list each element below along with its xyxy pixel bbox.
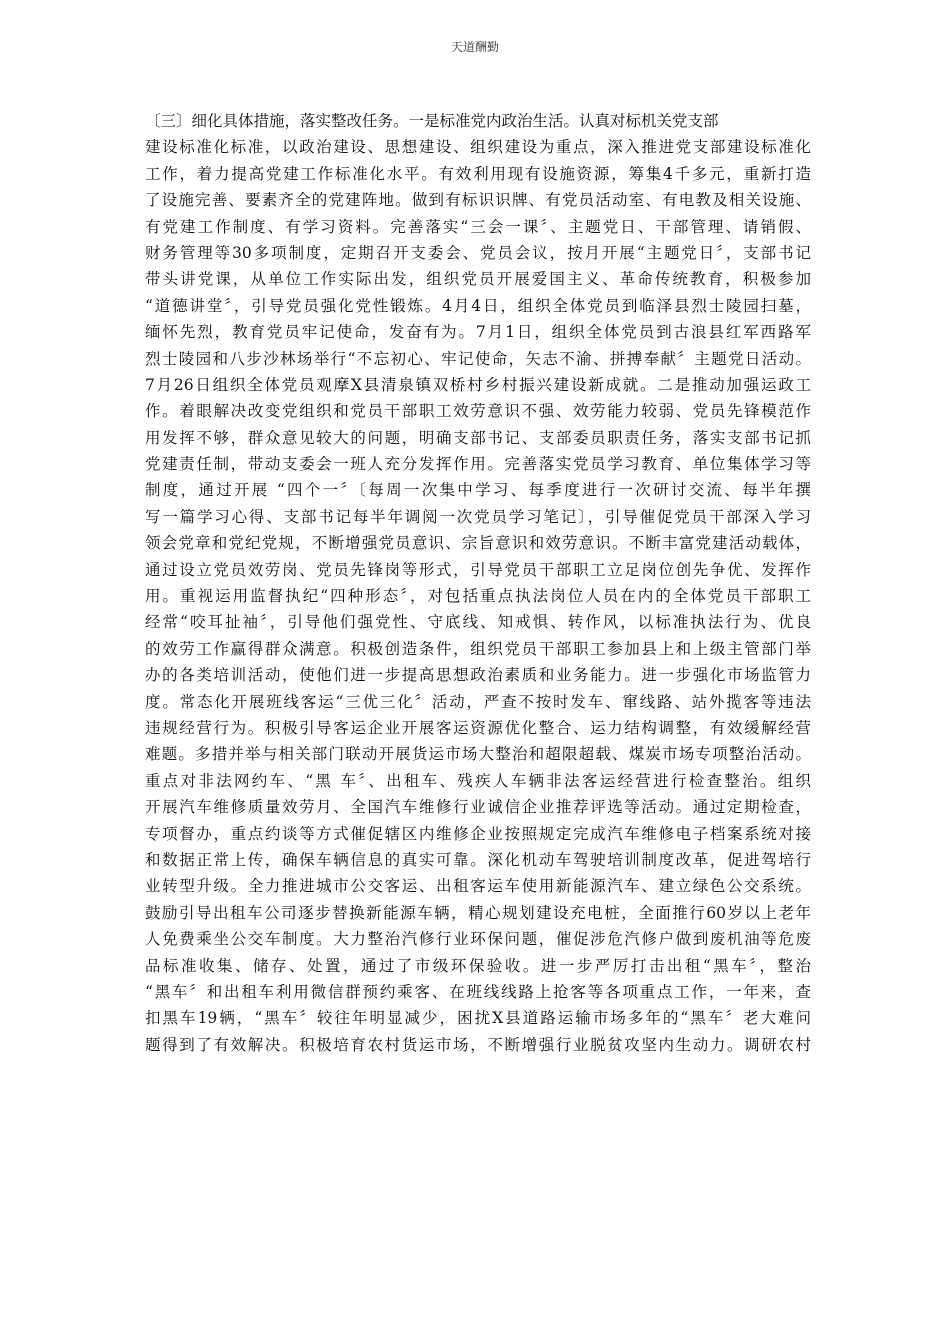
paragraph-line: 开展汽车维修质量效劳月、全国汽车维修行业诚信企业推荐评选等活动。通过定期检查， (145, 798, 811, 817)
paragraph-line: 作。着眼解决改变党组织和党员干部职工效劳意识不强、效劳能力较弱、党员先锋模范作 (145, 402, 811, 421)
paragraph-line: “道德讲堂〞，引导党员强化党性锻炼。4月4日，组织全体党员到临泽县烈士陵园扫墓， (145, 296, 811, 315)
paragraph-line: 鼓励引导出租车公司逐步替换新能源车辆，精心规划建设充电桩，全面推行60岁以上老年 (145, 903, 811, 922)
paragraph-line: 制度，通过开展 “四个一〞〔每周一次集中学习、每季度进行一次研讨交流、每半年撰 (145, 481, 811, 500)
paragraph-line: 用发挥不够，群众意见较大的问题，明确支部书记、支部委员职责任务，落实支部书记抓 (145, 428, 811, 447)
paragraph-line: 建设标准化标准，以政治建设、思想建设、组织建设为重点，深入推进党支部建设标准化 (145, 138, 811, 157)
paragraph-line: 有党建工作制度、有学习资料。完善落实“三会一课〞、主题党日、干部管理、请销假、 (145, 217, 811, 236)
paragraph-line: 的效劳工作赢得群众满意。积极创造条件，组织党员干部职工参加县上和上级主管部门举 (145, 639, 811, 658)
paragraph-line: 度。常态化开展班线客运“三优三化〞活动，严查不按时发车、窜线路、站外揽客等违法 (145, 692, 811, 711)
paragraph-line: 用。重视运用监督执纪“四种形态〞，对包括重点执法岗位人员在内的全体党员干部职工 (145, 587, 811, 606)
paragraph-line: 品标准收集、储存、处置，通过了市级环保验收。进一步严厉打击出租“黑车〞，整治 (145, 956, 811, 975)
paragraph-line: 违规经营行为。积极引导客运企业开展客运资源优化整合、运力结构调整，有效缓解经营 (145, 718, 811, 737)
paragraph-line: 扣黑车19辆，“黑车〞较往年明显减少，困扰X县道路运输市场多年的“黑车〞老大难问 (145, 1009, 811, 1028)
paragraph-line: 人免费乘坐公交车制度。大力整治汽修行业环保问题，催促涉危汽修户做到废机油等危废 (145, 930, 811, 949)
paragraph-line: 工作，着力提高党建工作标准化水平。有效利用现有设施资源，筹集4千多元，重新打造 (145, 164, 811, 183)
paragraph-line: 7月26日组织全体党员观摩X县清泉镇双桥村乡村振兴建设新成就。二是推动加强运政工 (145, 375, 811, 394)
paragraph-line: 经常“咬耳扯袖〞，引导他们强党性、守底线、知戒惧、转作风，以标准执法行为、优良 (145, 613, 811, 632)
page-header: 天道酬勤 (450, 40, 499, 54)
paragraph-line: 领会党章和党纪党规，不断增强党员意识、宗旨意识和效劳意识。不断丰富党建活动载体， (145, 534, 811, 553)
paragraph-line: 通过设立党员效劳岗、党员先锋岗等形式，引导党员干部职工立足岗位创先争优、发挥作 (145, 560, 811, 579)
paragraph-line: 和数据正常上传，确保车辆信息的真实可靠。深化机动车驾驶培训制度改革，促进驾培行 (145, 850, 811, 869)
paragraph-line: 写一篇学习心得、支部书记每半年调阅一次党员学习笔记〕，引导催促党员干部深入学习 (145, 507, 811, 526)
paragraph-line: 带头讲党课，从单位工作实际出发，组织党员开展爱国主义、革命传统教育，积极参加 (145, 270, 811, 289)
paragraph-line: 财务管理等30多项制度，定期召开支委会、党员会议，按月开展“主题党日〞，支部书记 (145, 243, 811, 262)
paragraph-line: “黑车〞和出租车利用微信群预约乘客、在班线线路上抢客等各项重点工作，一年来，查 (145, 982, 811, 1001)
paragraph-line: 业转型升级。全力推进城市公交客运、出租客运车使用新能源汽车、建立绿色公交系统。 (145, 877, 811, 896)
paragraph-line: 烈士陵园和八步沙林场举行“不忘初心、牢记使命，矢志不渝、拼搏奉献〞主题党日活动。 (145, 349, 811, 368)
paragraph-line: 了设施完善、要素齐全的党建阵地。做到有标识识牌、有党员活动室、有电教及相关设施、 (145, 191, 811, 210)
paragraph-line: 重点对非法网约车、“黑 车〞、出租车、残疾人车辆非法客运经营进行检查整治。组织 (145, 771, 811, 790)
paragraph-line: 〔三〕细化具体措施，落实整改任务。一是标准党内政治生活。认真对标机关党支部 (145, 112, 719, 130)
paragraph-line: 缅怀先烈，教育党员牢记使命，发奋有为。7月1日，组织全体党员到古浪县红军西路军 (145, 323, 811, 342)
document-body (145, 108, 811, 1058)
paragraph-line: 办的各类培训活动，使他们进一步提高思想政治素质和业务能力。进一步强化市场监管力 (145, 666, 811, 685)
paragraph-line: 难题。多措并举与相关部门联动开展货运市场大整治和超限超载、煤炭市场专项整治活动。 (145, 745, 811, 764)
paragraph-line: 党建责任制，带动支委会一班人充分发挥作用。完善落实党员学习教育、单位集体学习等 (145, 455, 811, 474)
paragraph-line: 专项督办，重点约谈等方式催促辖区内维修企业按照规定完成汽车维修电子档案系统对接 (145, 824, 811, 843)
paragraph-line: 题得到了有效解决。积极培育农村货运市场，不断增强行业脱贫攻坚内生动力。调研农村 (145, 1035, 811, 1054)
